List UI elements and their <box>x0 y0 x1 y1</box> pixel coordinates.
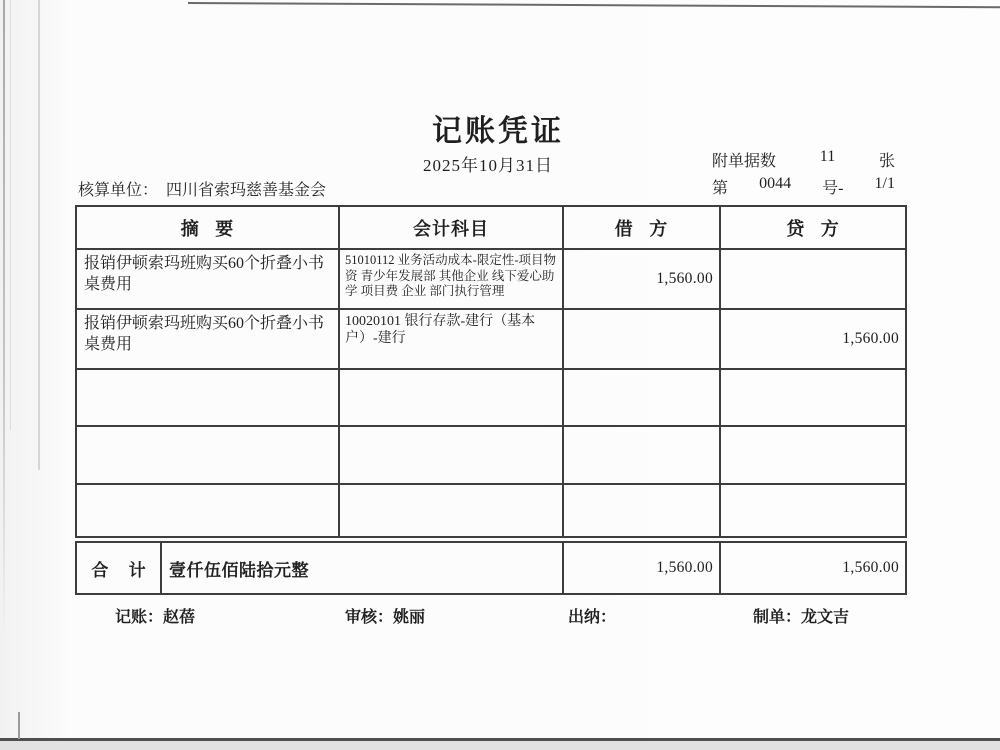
attachment-unit: 张 <box>878 153 895 170</box>
total-debit: 1,560.00 <box>563 542 720 594</box>
subject-cell: 51010112 业务活动成本-限定性-项目物资 青少年发展部 其他企业 线下爱心助学 项目费 企业 部门执行管理 <box>339 249 563 309</box>
summary-cell: 报销伊顿索玛班购买60个折叠小书桌费用 <box>76 309 339 369</box>
summary-cell <box>76 369 339 426</box>
debit-cell: 1,560.00 <box>563 249 720 309</box>
scan-background-strip <box>0 741 1000 750</box>
table-row <box>76 309 906 369</box>
header-subject: 会计科目 <box>339 206 563 249</box>
attachment-count: 11 <box>819 148 836 165</box>
table-row <box>76 484 906 537</box>
credit-cell <box>720 369 906 426</box>
credit-cell <box>720 426 906 484</box>
table-row <box>76 369 906 426</box>
total-credit: 1,560.00 <box>720 542 906 594</box>
subject-cell: 10020101 银行存款-建行（基本户）-建行 <box>339 309 563 369</box>
debit-cell <box>563 369 720 426</box>
table-row <box>76 426 906 484</box>
preparer-signature <box>753 604 849 627</box>
credit-cell <box>720 484 906 537</box>
voucher-table <box>75 205 907 538</box>
voucher-number-value: 0044 <box>759 175 792 192</box>
bookkeeper-signature <box>115 604 195 627</box>
summary-cell <box>76 484 339 537</box>
preparer-label: 制单： <box>753 609 802 626</box>
debit-cell <box>563 426 720 484</box>
header-summary: 摘 要 <box>76 206 339 249</box>
voucher-number-info <box>712 175 895 198</box>
reviewer-label: 审核： <box>345 609 394 626</box>
total-label: 合 计 <box>76 542 161 594</box>
voucher-date: 2025年10月31日 <box>423 156 553 175</box>
header-credit: 贷 方 <box>720 206 906 249</box>
attachment-info <box>712 148 895 171</box>
debit-cell <box>563 484 720 537</box>
cashier-label: 出纳： <box>568 609 617 626</box>
preparer-name: 龙文吉 <box>801 609 850 626</box>
credit-cell: 1,560.00 <box>720 309 906 369</box>
summary-cell <box>76 426 339 484</box>
accounting-unit-value: 四川省索玛慈善基金会 <box>166 182 327 199</box>
reviewer-name: 姚丽 <box>393 609 426 626</box>
voucher-number-prefix: 第 <box>712 180 729 197</box>
summary-cell: 报销伊顿索玛班购买60个折叠小书桌费用 <box>76 249 339 309</box>
voucher-page-indicator: 1/1 <box>874 175 895 192</box>
table-header-row <box>76 206 906 249</box>
voucher-number-suffix: 号- <box>822 180 844 197</box>
credit-cell <box>720 249 906 309</box>
cashier-signature <box>568 604 616 627</box>
table-row <box>76 249 906 309</box>
voucher-title: 记账凭证 <box>432 115 564 148</box>
accounting-unit-label: 核算单位： <box>78 182 159 199</box>
attachment-label: 附单据数 <box>712 153 777 170</box>
header-debit: 借 方 <box>563 206 720 249</box>
amount-in-words: 壹仟伍佰陆拾元整 <box>161 542 563 594</box>
subject-cell <box>339 484 563 537</box>
subject-cell <box>339 369 563 426</box>
total-row <box>75 541 907 595</box>
debit-cell <box>563 309 720 369</box>
bookkeeper-label: 记账： <box>115 609 164 626</box>
bookkeeper-name: 赵蓓 <box>163 609 196 626</box>
reviewer-signature <box>345 604 425 627</box>
accounting-unit <box>78 177 326 200</box>
subject-cell <box>339 426 563 484</box>
